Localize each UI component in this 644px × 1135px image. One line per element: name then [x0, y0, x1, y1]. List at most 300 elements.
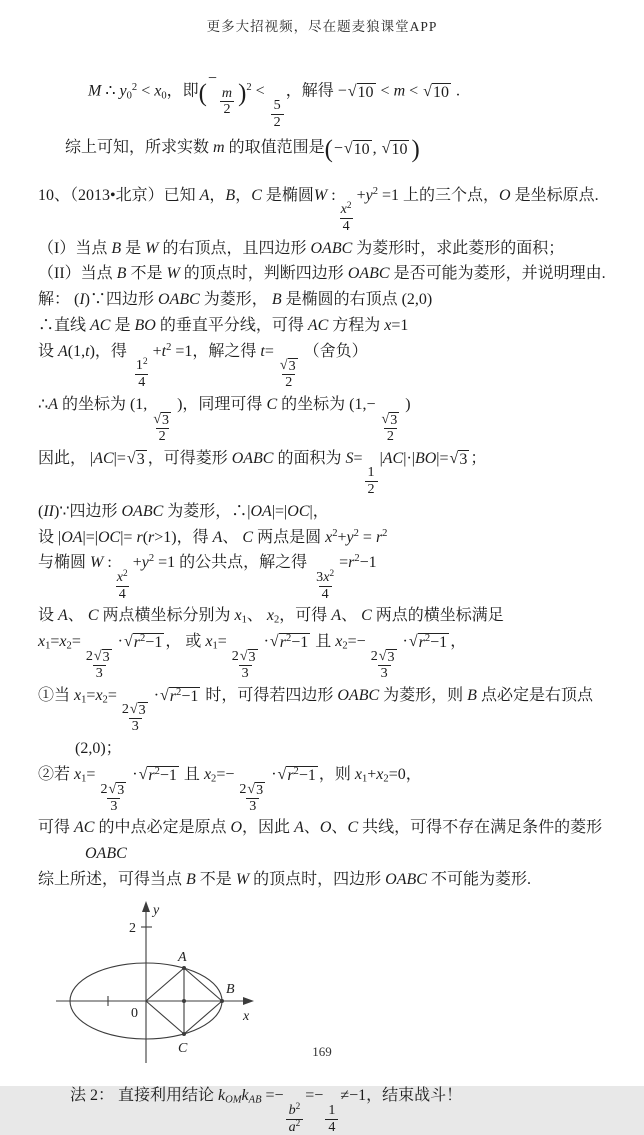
- fraction: [365, 465, 378, 498]
- text-run: =: [50, 633, 60, 651]
- math-variable: OA: [250, 502, 272, 520]
- math-variable: W: [166, 265, 180, 283]
- text-run: 是椭圆的右顶点 (2,0): [281, 291, 433, 309]
- text-run: =: [86, 765, 96, 783]
- rhombus-edge-co: [146, 1001, 184, 1034]
- text-run: 是: [110, 316, 135, 334]
- radical: √ 10: [381, 139, 408, 158]
- subscript: 1: [81, 773, 87, 785]
- text-run: =: [353, 449, 363, 467]
- text-run: 是否可能为菱形，并说明理由.: [389, 265, 606, 283]
- superscript: 2: [332, 527, 338, 539]
- fraction: [133, 358, 151, 391]
- math-variable: k: [241, 1087, 249, 1105]
- text-run: ): [405, 396, 411, 414]
- text-run: |·|: [403, 449, 415, 467]
- text-run: −1: [159, 766, 177, 784]
- text-run: :: [103, 554, 112, 572]
- text-run: 设: [38, 607, 59, 625]
- rhombus-edge-ab: [184, 968, 222, 1001]
- text-run: >1)，得: [154, 528, 213, 546]
- math-variable: r: [279, 634, 286, 652]
- text-run: ②若: [38, 765, 75, 783]
- radical: √ $r^2-1$: [408, 633, 448, 652]
- math-variable: C: [361, 607, 372, 625]
- text-run: 且: [179, 765, 204, 783]
- solve-t: [38, 341, 618, 392]
- math-variable: C: [87, 607, 99, 625]
- text-run: 5: [273, 97, 281, 114]
- math-variable: A: [199, 186, 210, 204]
- math-variable: x: [335, 633, 343, 651]
- text-run: 1: [135, 357, 143, 374]
- text-run: =1 上的三个点，: [377, 186, 500, 204]
- text-run: (: [38, 502, 44, 520]
- text-run: 为菱形，: [199, 291, 272, 309]
- fraction: [219, 86, 235, 119]
- math-variable: x: [95, 686, 103, 704]
- text-run: 不是: [195, 870, 236, 888]
- math-variable: C: [266, 396, 278, 414]
- text-run: (: [142, 528, 149, 546]
- page-header: 更多大招视频，尽在题麦狼课堂APP: [206, 19, 438, 34]
- math-variable: II: [43, 502, 54, 520]
- text-run: <: [137, 82, 155, 100]
- math-variable: t: [161, 342, 167, 360]
- math-variable: OABC: [337, 686, 380, 704]
- text-run: ，可得: [279, 607, 332, 625]
- radical: √ 3: [279, 357, 296, 375]
- text-run: （舍负）: [303, 342, 368, 360]
- text-run: <: [376, 82, 394, 100]
- text-run: ，则: [318, 765, 355, 783]
- text-run: 3: [138, 702, 146, 719]
- text-run: 2: [367, 481, 375, 498]
- midpoint-dot: [182, 999, 186, 1003]
- text-run: (2,0)；: [75, 740, 122, 758]
- radical: √ 3: [126, 449, 145, 468]
- math-variable: x: [376, 765, 384, 783]
- area-result: [38, 448, 618, 498]
- subscript: 1: [212, 640, 218, 652]
- math-variable: x: [74, 686, 82, 704]
- subscript: 2: [274, 614, 280, 626]
- fraction: [229, 649, 262, 682]
- text-run: =−: [305, 1087, 324, 1105]
- text-run: )∵四边形: [53, 502, 122, 520]
- superscript: 2: [424, 633, 431, 645]
- text-run: =0，: [388, 765, 422, 783]
- math-variable: W: [313, 186, 328, 204]
- subscript: 2: [66, 640, 72, 652]
- text-run: :: [327, 186, 336, 204]
- math-variable: OABC: [121, 502, 164, 520]
- text-run: −: [207, 70, 217, 87]
- text-run: −1: [430, 634, 448, 652]
- fraction: [276, 358, 302, 391]
- text-run: 的坐标为 (1,: [57, 396, 148, 414]
- math-variable: x: [234, 607, 242, 625]
- math-variable: AC: [307, 316, 329, 334]
- fraction: [97, 782, 130, 815]
- text-run: 3: [387, 648, 395, 665]
- solution-content: [0, 35, 644, 1135]
- text-run: 方程为: [328, 316, 385, 334]
- math-variable: r: [169, 687, 177, 705]
- superscript: 2: [329, 568, 335, 579]
- math-variable: W: [90, 554, 104, 572]
- text-run: 1: [367, 464, 375, 481]
- text-run: 2: [85, 647, 93, 664]
- superscript: 2: [140, 633, 146, 645]
- text-run: =: [217, 633, 227, 651]
- subscript: 0: [126, 90, 132, 102]
- text-run: =−: [216, 765, 235, 783]
- math-variable: x: [354, 765, 362, 783]
- math-variable: B: [271, 291, 282, 309]
- text-run: 是椭圆: [261, 186, 314, 204]
- math-variable: b: [288, 1101, 296, 1118]
- superscript: 2: [372, 185, 378, 197]
- text-run: 设 |: [38, 528, 62, 546]
- text-run: ∴直线: [38, 316, 91, 334]
- x-axis-label: x: [243, 1008, 250, 1024]
- superscript: 2: [166, 341, 172, 353]
- solution-lines: [38, 68, 618, 892]
- text-run: 为菱形，则: [379, 686, 468, 704]
- text-run: 3: [248, 648, 256, 665]
- math-variable: B: [186, 870, 196, 888]
- math-variable: OABC: [310, 239, 353, 257]
- text-run: 不是: [126, 265, 167, 283]
- radical: √ $r^2-1$: [160, 686, 199, 705]
- solution-part1-start: [38, 289, 618, 312]
- text-run: ·: [117, 633, 123, 651]
- text-run: ；: [470, 449, 487, 467]
- math-variable: r: [375, 528, 383, 546]
- method-2: [70, 1085, 618, 1135]
- subscript: OM: [225, 1094, 242, 1106]
- math-variable: OABC: [231, 449, 274, 467]
- math-variable: A: [331, 607, 342, 625]
- y-axis-label: y: [153, 902, 160, 918]
- superscript: 2: [346, 201, 352, 212]
- math-variable: r: [418, 634, 425, 652]
- math-variable: r: [133, 634, 141, 652]
- radical: √ 3: [93, 647, 110, 665]
- math-variable: x: [266, 607, 275, 625]
- text-run: 3: [136, 450, 145, 468]
- text-run: 2: [273, 114, 281, 131]
- y-axis-arrow: [142, 901, 150, 912]
- text-run: 时，可得若四边形: [201, 686, 338, 704]
- method-2-lines: [38, 1085, 618, 1135]
- text-run: 4: [328, 1118, 336, 1135]
- superscript: 2: [354, 553, 360, 565]
- text-run: 2: [370, 647, 378, 664]
- math-variable: x: [325, 528, 333, 546]
- superscript: 2: [295, 1118, 301, 1129]
- case-1: [38, 685, 618, 736]
- text-run: +: [367, 765, 377, 783]
- math-variable: OABC: [385, 870, 427, 888]
- math-variable: I: [79, 291, 85, 309]
- text-run: ， 或: [165, 633, 206, 651]
- subscript: 2: [102, 694, 108, 706]
- subscript: 1: [241, 614, 247, 626]
- text-run: 10: [353, 140, 370, 158]
- text-run: 为菱形，∴|: [163, 502, 251, 520]
- text-run: 10: [432, 83, 449, 101]
- math-variable: AC: [74, 819, 95, 837]
- text-run: =−: [347, 633, 366, 651]
- text-run: 可得: [38, 819, 75, 837]
- subscript: 2: [211, 773, 217, 785]
- text-run: ·: [271, 765, 277, 783]
- superscript: 2: [293, 766, 299, 778]
- final-conclusion: [38, 869, 618, 892]
- case-1-point: [75, 738, 618, 761]
- math-variable: x: [323, 568, 330, 585]
- text-run: ·: [132, 765, 138, 783]
- text-run: ，: [235, 186, 252, 204]
- text-run: ，因此: [242, 819, 295, 837]
- radical: √ 3: [108, 780, 125, 798]
- text-run: +: [152, 342, 162, 360]
- math-variable: M: [88, 82, 102, 100]
- fraction: [377, 412, 403, 445]
- text-run: 、: [331, 819, 348, 837]
- text-run: ，解得 −: [285, 82, 347, 100]
- coords-a-c: [38, 394, 618, 445]
- radical: √ $r^2-1$: [269, 633, 309, 652]
- math-variable: AC: [93, 449, 114, 467]
- rhombus-edge-oa: [146, 968, 184, 1001]
- math-variable: A: [48, 396, 58, 414]
- text-run: 、: [67, 607, 88, 625]
- text-run: ①当: [38, 686, 75, 704]
- text-run: (1,: [67, 342, 86, 360]
- text-run: 是: [121, 239, 146, 257]
- text-run: =1: [391, 316, 409, 334]
- text-run: 3: [459, 450, 468, 468]
- math-variable: y: [365, 186, 373, 204]
- text-run: −1: [359, 554, 377, 572]
- radical: √ $r^2-1$: [124, 633, 163, 652]
- fraction: [83, 649, 116, 682]
- text-run: −: [333, 139, 343, 157]
- math-variable: B: [225, 186, 236, 204]
- text-run: 解： (: [38, 291, 80, 309]
- text-run: −1: [291, 634, 309, 652]
- text-run: 2: [158, 427, 166, 444]
- math-variable: AC: [382, 449, 404, 467]
- set-radius: [38, 527, 618, 550]
- text-run: ·: [153, 686, 160, 704]
- text-run: 设: [38, 342, 59, 360]
- math-variable: C: [347, 819, 359, 837]
- text-run: 3: [117, 781, 125, 798]
- radical: √ 10: [343, 139, 370, 158]
- math-variable: y: [119, 82, 127, 100]
- text-run: 综上可知，所求实数: [65, 138, 214, 156]
- superscript: 2: [154, 766, 160, 778]
- text-run: 法 2： 直接利用结论: [70, 1087, 219, 1105]
- fraction: [313, 570, 337, 603]
- text-run: =: [107, 686, 117, 704]
- text-run: 3: [380, 664, 388, 681]
- text-run: =: [358, 528, 376, 546]
- text-run: 的中点必定是原点: [94, 819, 231, 837]
- problem-statement: [38, 185, 618, 235]
- point-b-label: B: [226, 981, 235, 997]
- text-run: 2: [121, 701, 129, 718]
- math-variable: x: [340, 201, 347, 218]
- point-a-dot: [182, 966, 186, 970]
- text-run: 的取值范围是: [224, 138, 325, 156]
- text-run: 且: [311, 633, 336, 651]
- text-run: =: [264, 342, 274, 360]
- text-run: ，: [209, 186, 226, 204]
- text-run: 4: [321, 585, 329, 602]
- math-variable: OA: [61, 528, 83, 546]
- text-run: 3: [288, 358, 296, 375]
- math-variable: C: [251, 186, 262, 204]
- text-run: 2: [239, 780, 247, 797]
- superscript: 2: [382, 527, 388, 539]
- fraction: [286, 1103, 304, 1135]
- fraction: [236, 782, 269, 815]
- math-variable: O: [499, 186, 511, 204]
- abscissa-setup: [38, 605, 618, 628]
- math-variable: B: [467, 686, 477, 704]
- math-variable: r: [148, 766, 155, 784]
- subscript: 0: [161, 90, 167, 102]
- big-paren-group: ( − $\frac{m}{2}$ ): [198, 70, 247, 118]
- case-2: [38, 764, 618, 815]
- radical: √ 3: [381, 410, 398, 428]
- text-run: 的顶点时，判断四边形: [179, 265, 348, 283]
- text-run: <: [405, 82, 423, 100]
- text-run: ，: [450, 633, 467, 651]
- text-run: 两点横坐标分别为: [98, 607, 235, 625]
- fraction: [114, 570, 131, 603]
- text-run: 综上所述，可得当点: [38, 870, 187, 888]
- math-variable: r: [148, 528, 155, 546]
- part-2-question: [38, 263, 618, 286]
- math-variable: A: [212, 528, 223, 546]
- text-run: 10、（2013•北京）已知: [38, 186, 200, 204]
- math-variable: t: [85, 342, 90, 360]
- conclusion-line-1: [88, 68, 618, 131]
- math-variable: B: [111, 239, 122, 257]
- math-variable: W: [145, 239, 159, 257]
- math-variable: B: [116, 265, 127, 283]
- math-variable: OABC: [85, 845, 127, 863]
- text-run: 的垂直平分线，可得: [155, 316, 308, 334]
- math-variable: W: [235, 870, 250, 888]
- text-run: 2: [223, 101, 231, 118]
- abscissa-solutions: [38, 631, 618, 682]
- math-variable: A: [58, 607, 68, 625]
- text-run: −1: [181, 687, 199, 705]
- superscript: 2: [148, 553, 155, 565]
- math-variable: BO: [134, 316, 156, 334]
- math-variable: x: [59, 633, 67, 651]
- math-variable: r: [136, 528, 143, 546]
- superscript: 2: [131, 81, 138, 93]
- fraction: [119, 702, 152, 735]
- superscript: 2: [176, 686, 182, 698]
- text-run: =1 的公共点，解之得: [154, 554, 312, 572]
- text-run: 4: [138, 373, 146, 390]
- text-run: 4: [342, 217, 350, 234]
- text-run: ≠−1，结束战斗！: [340, 1087, 463, 1105]
- math-variable: t: [260, 342, 265, 360]
- text-run: +: [356, 186, 366, 204]
- superscript: 2: [123, 568, 128, 579]
- math-variable: AC: [90, 316, 111, 334]
- point-b-dot: [220, 999, 224, 1003]
- math-variable: OC: [287, 502, 310, 520]
- subscript: 2: [342, 640, 348, 652]
- text-run: 不可能为菱形.: [426, 870, 531, 888]
- math-variable: r: [287, 766, 294, 784]
- text-run: 因此， |: [38, 449, 94, 467]
- text-run: 共线，可得不存在满足条件的菱形: [358, 819, 603, 837]
- page-number: 169: [312, 1044, 332, 1059]
- text-run: 的右顶点，且四边形: [158, 239, 311, 257]
- text-run: .: [451, 82, 460, 100]
- fraction: [325, 1103, 338, 1135]
- text-run: 3: [162, 411, 170, 428]
- radical: √ 3: [378, 647, 395, 665]
- subscript: 2: [383, 773, 389, 785]
- rhombus-edge-bc: [184, 1001, 222, 1034]
- math-variable: BO: [414, 449, 437, 467]
- radical: √ 10: [347, 82, 374, 101]
- text-run: |，: [309, 502, 329, 520]
- radical: √ 3: [247, 780, 264, 798]
- text-run: ∴: [101, 82, 120, 100]
- text-run: ，即: [166, 82, 199, 100]
- math-variable: A: [58, 342, 68, 360]
- text-run: |=: [436, 449, 449, 467]
- part2-start: [38, 501, 618, 524]
- math-variable: a: [288, 1118, 296, 1135]
- text-run: ·: [402, 633, 408, 651]
- text-run: 、: [303, 819, 320, 837]
- text-run: +: [132, 554, 142, 572]
- text-run: =: [86, 686, 96, 704]
- text-run: ,: [372, 139, 381, 157]
- text-run: 2: [100, 780, 108, 797]
- y-tick-label: 2: [129, 920, 136, 936]
- text-run: 10: [357, 83, 374, 101]
- text-run: 、: [222, 528, 243, 546]
- text-run: 3: [131, 718, 139, 735]
- text-run: 3: [390, 411, 398, 428]
- text-run: 3: [249, 797, 257, 814]
- fraction: [271, 98, 284, 131]
- text-run: 10: [391, 140, 408, 158]
- superscript: 2: [295, 1101, 301, 1112]
- subscript: AB: [248, 1094, 262, 1106]
- text-run: 3: [316, 568, 324, 585]
- text-run: 2: [285, 374, 293, 391]
- text-run: 2: [386, 427, 394, 444]
- math-variable: C: [242, 528, 254, 546]
